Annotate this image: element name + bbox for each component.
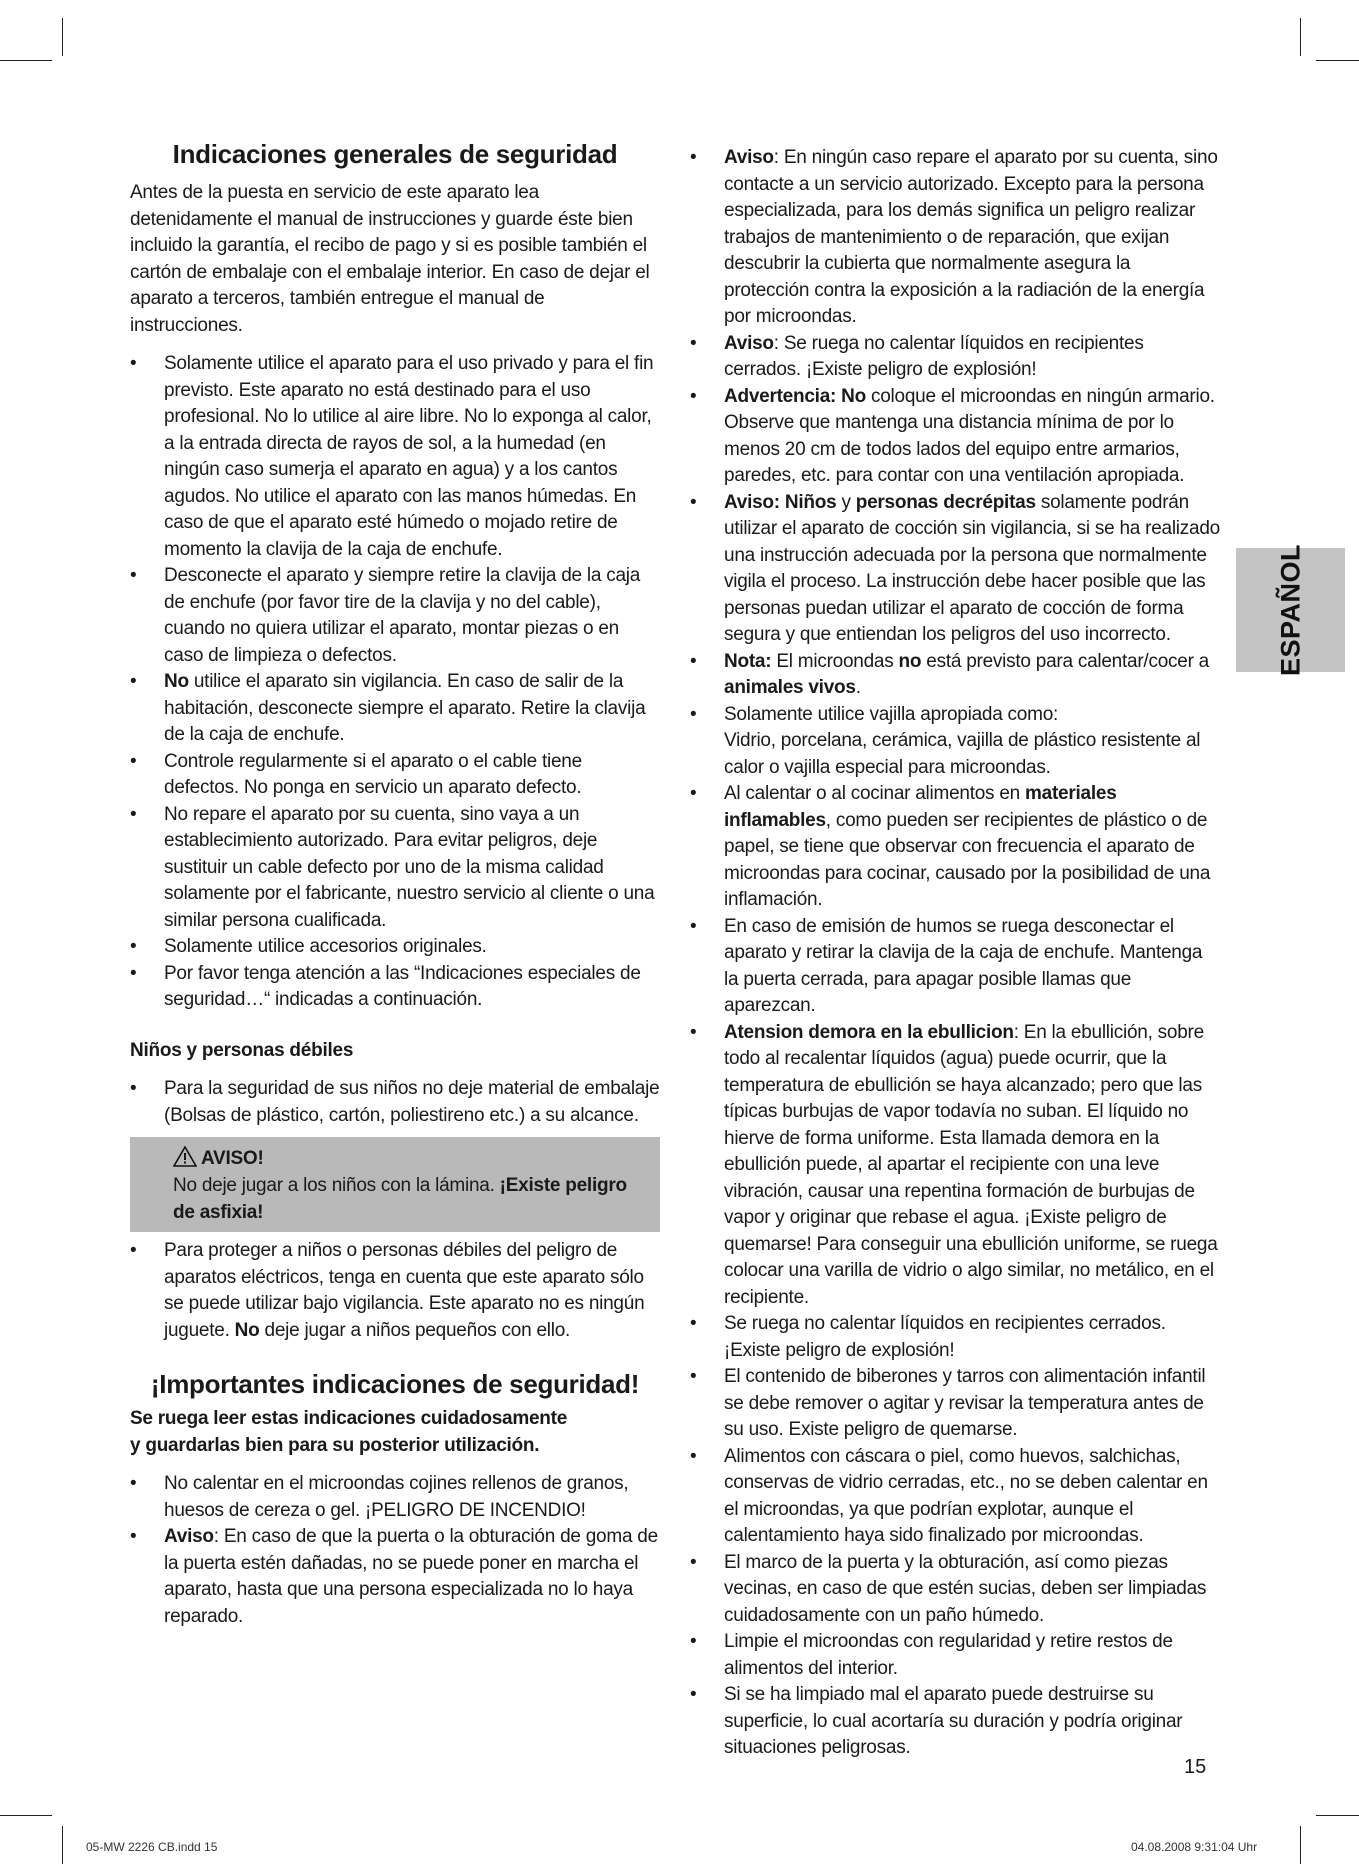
children-list <box>130 1076 660 1129</box>
right-safety-list <box>690 145 1220 1762</box>
warning-title: AVISO! <box>173 1145 648 1172</box>
language-tab <box>1236 543 1345 677</box>
list-item: • Aviso: En ningún caso repare el aparato por su cuenta, sino contacte a un servicio autorizado. Excepto para la persona especializada, para los demás significa un peligro realizar trabajos de mantenimiento o de reparación, que exijan descubrir la cubierta que normalmente asegura la protección contra la exposición a la radiación de la energía por microondas. <box>690 145 1220 331</box>
list-item: • Solamente utilice accesorios originales. <box>130 934 660 961</box>
page-number: 15 <box>1184 1756 1207 1778</box>
section-title-important: ¡Importantes indicaciones de seguridad! <box>150 1369 640 1399</box>
list-item: • Nota: El microondas no está previsto para calentar/cocer a animales vivos. <box>690 649 1220 702</box>
intro-paragraph: Antes de la puesta en servicio de este aparato lea detenidamente el manual de instrucciones y guarde éste bien incluido la garantía, el recibo de pago y si es posible también el cartón de embalaje con el embalaje interior. En caso de dejar el aparato a terceros, también entregue el manual de instrucciones. <box>130 182 650 336</box>
crop-mark <box>62 1826 63 1864</box>
list-item: • Se ruega no calentar líquidos en recipientes cerrados. ¡Existe peligro de explosión! <box>690 1311 1220 1364</box>
crop-mark <box>0 60 52 61</box>
warning-text: No deje jugar a los niños con la lámina. ¡Existe peligro de asfixia! <box>173 1175 627 1223</box>
list-item: • Limpie el microondas con regularidad y retire restos de alimentos del interior. <box>690 1629 1220 1682</box>
list-item: • Aviso: Niños y personas decrépitas solamente podrán utilizar el aparato de cocción sin vigilancia, si se ha realizado una instrucción adecuada por la persona que normalmente vigila el proceso. La instrucción debe hacer posible que las personas puedan utilizar el aparato de cocción de forma segura y que entiendan los peligros del uso incorrecto. <box>690 490 1220 649</box>
important-list <box>130 1471 660 1630</box>
list-item: • Al calentar o al cocinar alimentos en materiales inflamables, como pueden ser recipientes de plástico o de papel, se tiene que observar con frecuencia el aparato de microondas para cocinar, causado por la posibilidad de una inflamación. <box>690 781 1220 914</box>
list-item: • Si se ha limpiado mal el aparato puede destruirse su superficie, lo cual acortaría su duración y podría originar situaciones peligrosas. <box>690 1682 1220 1762</box>
list-item: • Atension demora en la ebullicion: En la ebullición, sobre todo al recalentar líquidos (agua) puede ocurrir, que la temperatura de ebullición se haya alcanzado; pero que las típicas burbujas de vapor todavía no suban. El líquido no hierve de forma uniforme. Esta llamada demora en la ebullición puede, al apartar el recipiente con una leve vibración, causar una repentina formación de burbujas de vapor y originar que rebase el agua. ¡Existe peligro de quemarse! Para conseguir una ebullición uniforme, se ruega colocar una varilla de vidrio o algo similar, no metálico, en el recipiente. <box>690 1020 1220 1312</box>
children-list-2 <box>130 1238 660 1344</box>
crop-mark <box>1300 18 1301 56</box>
list-item: • El marco de la puerta y la obturación, así como piezas vecinas, en caso de que estén sucias, deben ser limpiadas cuidadosamente con un paño húmedo. <box>690 1550 1220 1630</box>
footer-timestamp: 04.08.2008 9:31:04 Uhr <box>1131 1840 1258 1854</box>
list-item: • Aviso: En caso de que la puerta o la obturación de goma de la puerta estén dañadas, no se puede poner en marcha el aparato, hasta que una persona especializada no lo haya reparado. <box>130 1524 660 1630</box>
list-item: • Controle regularmente si el aparato o el cable tiene defectos. No ponga en servicio un aparato defecto. <box>130 749 660 802</box>
list-item: • Desconecte el aparato y siempre retire la clavija de la caja de enchufe (por favor tire de la clavija y no del cable), cuando no quiera utilizar el aparato, montar piezas o en caso de limpieza o defectos. <box>130 563 660 669</box>
important-subtitle-2: y guardarlas bien para su posterior utilización. <box>130 1434 540 1456</box>
general-safety-list <box>130 351 660 1014</box>
list-item: • Alimentos con cáscara o piel, como huevos, salchichas, conservas de vidrio cerradas, etc., no se deben calentar en el microondas, ya que podrían explotar, aunque el calentamiento haya sido finalizado por microondas. <box>690 1444 1220 1550</box>
list-item: • Para proteger a niños o personas débiles del peligro de aparatos eléctricos, tenga en cuenta que este aparato sólo se puede utilizar bajo vigilancia. Este aparato no es ningún juguete. No deje jugar a niños pequeños con ello. <box>130 1238 660 1344</box>
crop-mark <box>1300 1826 1301 1864</box>
crop-mark <box>62 18 63 56</box>
warning-triangle-icon <box>173 1146 197 1167</box>
list-item: • Para la seguridad de sus niños no deje material de embalaje (Bolsas de plástico, cartón, poliestireno etc.) a su alcance. <box>130 1076 660 1129</box>
list-item: • Solamente utilice el aparato para el uso privado y para el fin previsto. Este aparato no está destinado para el uso profesional. No lo utilice al aire libre. No lo exponga al calor, a la entrada directa de rayos de sol, a la humedad (en ningún caso sumerja el aparato en agua) y a los cantos agudos. No utilice el aparato con las manos húmedas. En caso de que el aparato esté húmedo o mojado retire de momento la clavija de la caja de enchufe. <box>130 351 660 563</box>
language-tab-label: ESPAÑOL <box>1275 543 1305 677</box>
crop-mark <box>0 1815 52 1816</box>
crop-mark <box>1316 1815 1359 1816</box>
list-item: • El contenido de biberones y tarros con alimentación infantil se debe remover o agitar y revisar la temperatura antes de su uso. Existe peligro de quemarse. <box>690 1364 1220 1444</box>
crop-mark <box>1316 60 1359 61</box>
left-column <box>130 138 660 1630</box>
section-title-general: Indicaciones generales de seguridad <box>172 139 618 169</box>
footer-file-info: 05-MW 2226 CB.indd 15 <box>86 1840 218 1854</box>
list-item: • Por favor tenga atención a las “Indicaciones especiales de seguridad…“ indicadas a continuación. <box>130 961 660 1014</box>
warning-box <box>130 1137 660 1232</box>
list-item: • No repare el aparato por su cuenta, sino vaya a un establecimiento autorizado. Para evitar peligros, deje sustituir un cable defecto por uno de la misma calidad solamente por el fabricante, nuestro servicio al cliente o una similar persona cualificada. <box>130 802 660 935</box>
list-item: • No calentar en el microondas cojines rellenos de granos, huesos de cereza o gel. ¡PELIGRO DE INCENDIO! <box>130 1471 660 1524</box>
children-heading: Niños y personas débiles <box>130 1039 354 1061</box>
list-item: • No utilice el aparato sin vigilancia. En caso de salir de la habitación, desconecte siempre el aparato. Retire la clavija de la caja de enchufe. <box>130 669 660 749</box>
list-item: • Advertencia: No coloque el microondas en ningún armario. Observe que mantenga una distancia mínima de por lo menos 20 cm de todos lados del equipo entre armarios, paredes, etc. para contar con una ventilación apropiada. <box>690 384 1220 490</box>
list-item: • Aviso: Se ruega no calentar líquidos en recipientes cerrados. ¡Existe peligro de explosión! <box>690 331 1220 384</box>
list-item: • En caso de emisión de humos se ruega desconectar el aparato y retirar la clavija de la caja de enchufe. Mantenga la puerta cerrada, para apagar posible llamas que aparezcan. <box>690 914 1220 1020</box>
important-subtitle-1: Se ruega leer estas indicaciones cuidadosamente <box>130 1408 568 1429</box>
list-item: • Solamente utilice vajilla apropiada como: Vidrio, porcelana, cerámica, vajilla de plástico resistente al calor o vajilla especial para microondas. <box>690 702 1220 782</box>
right-column <box>690 145 1220 1762</box>
